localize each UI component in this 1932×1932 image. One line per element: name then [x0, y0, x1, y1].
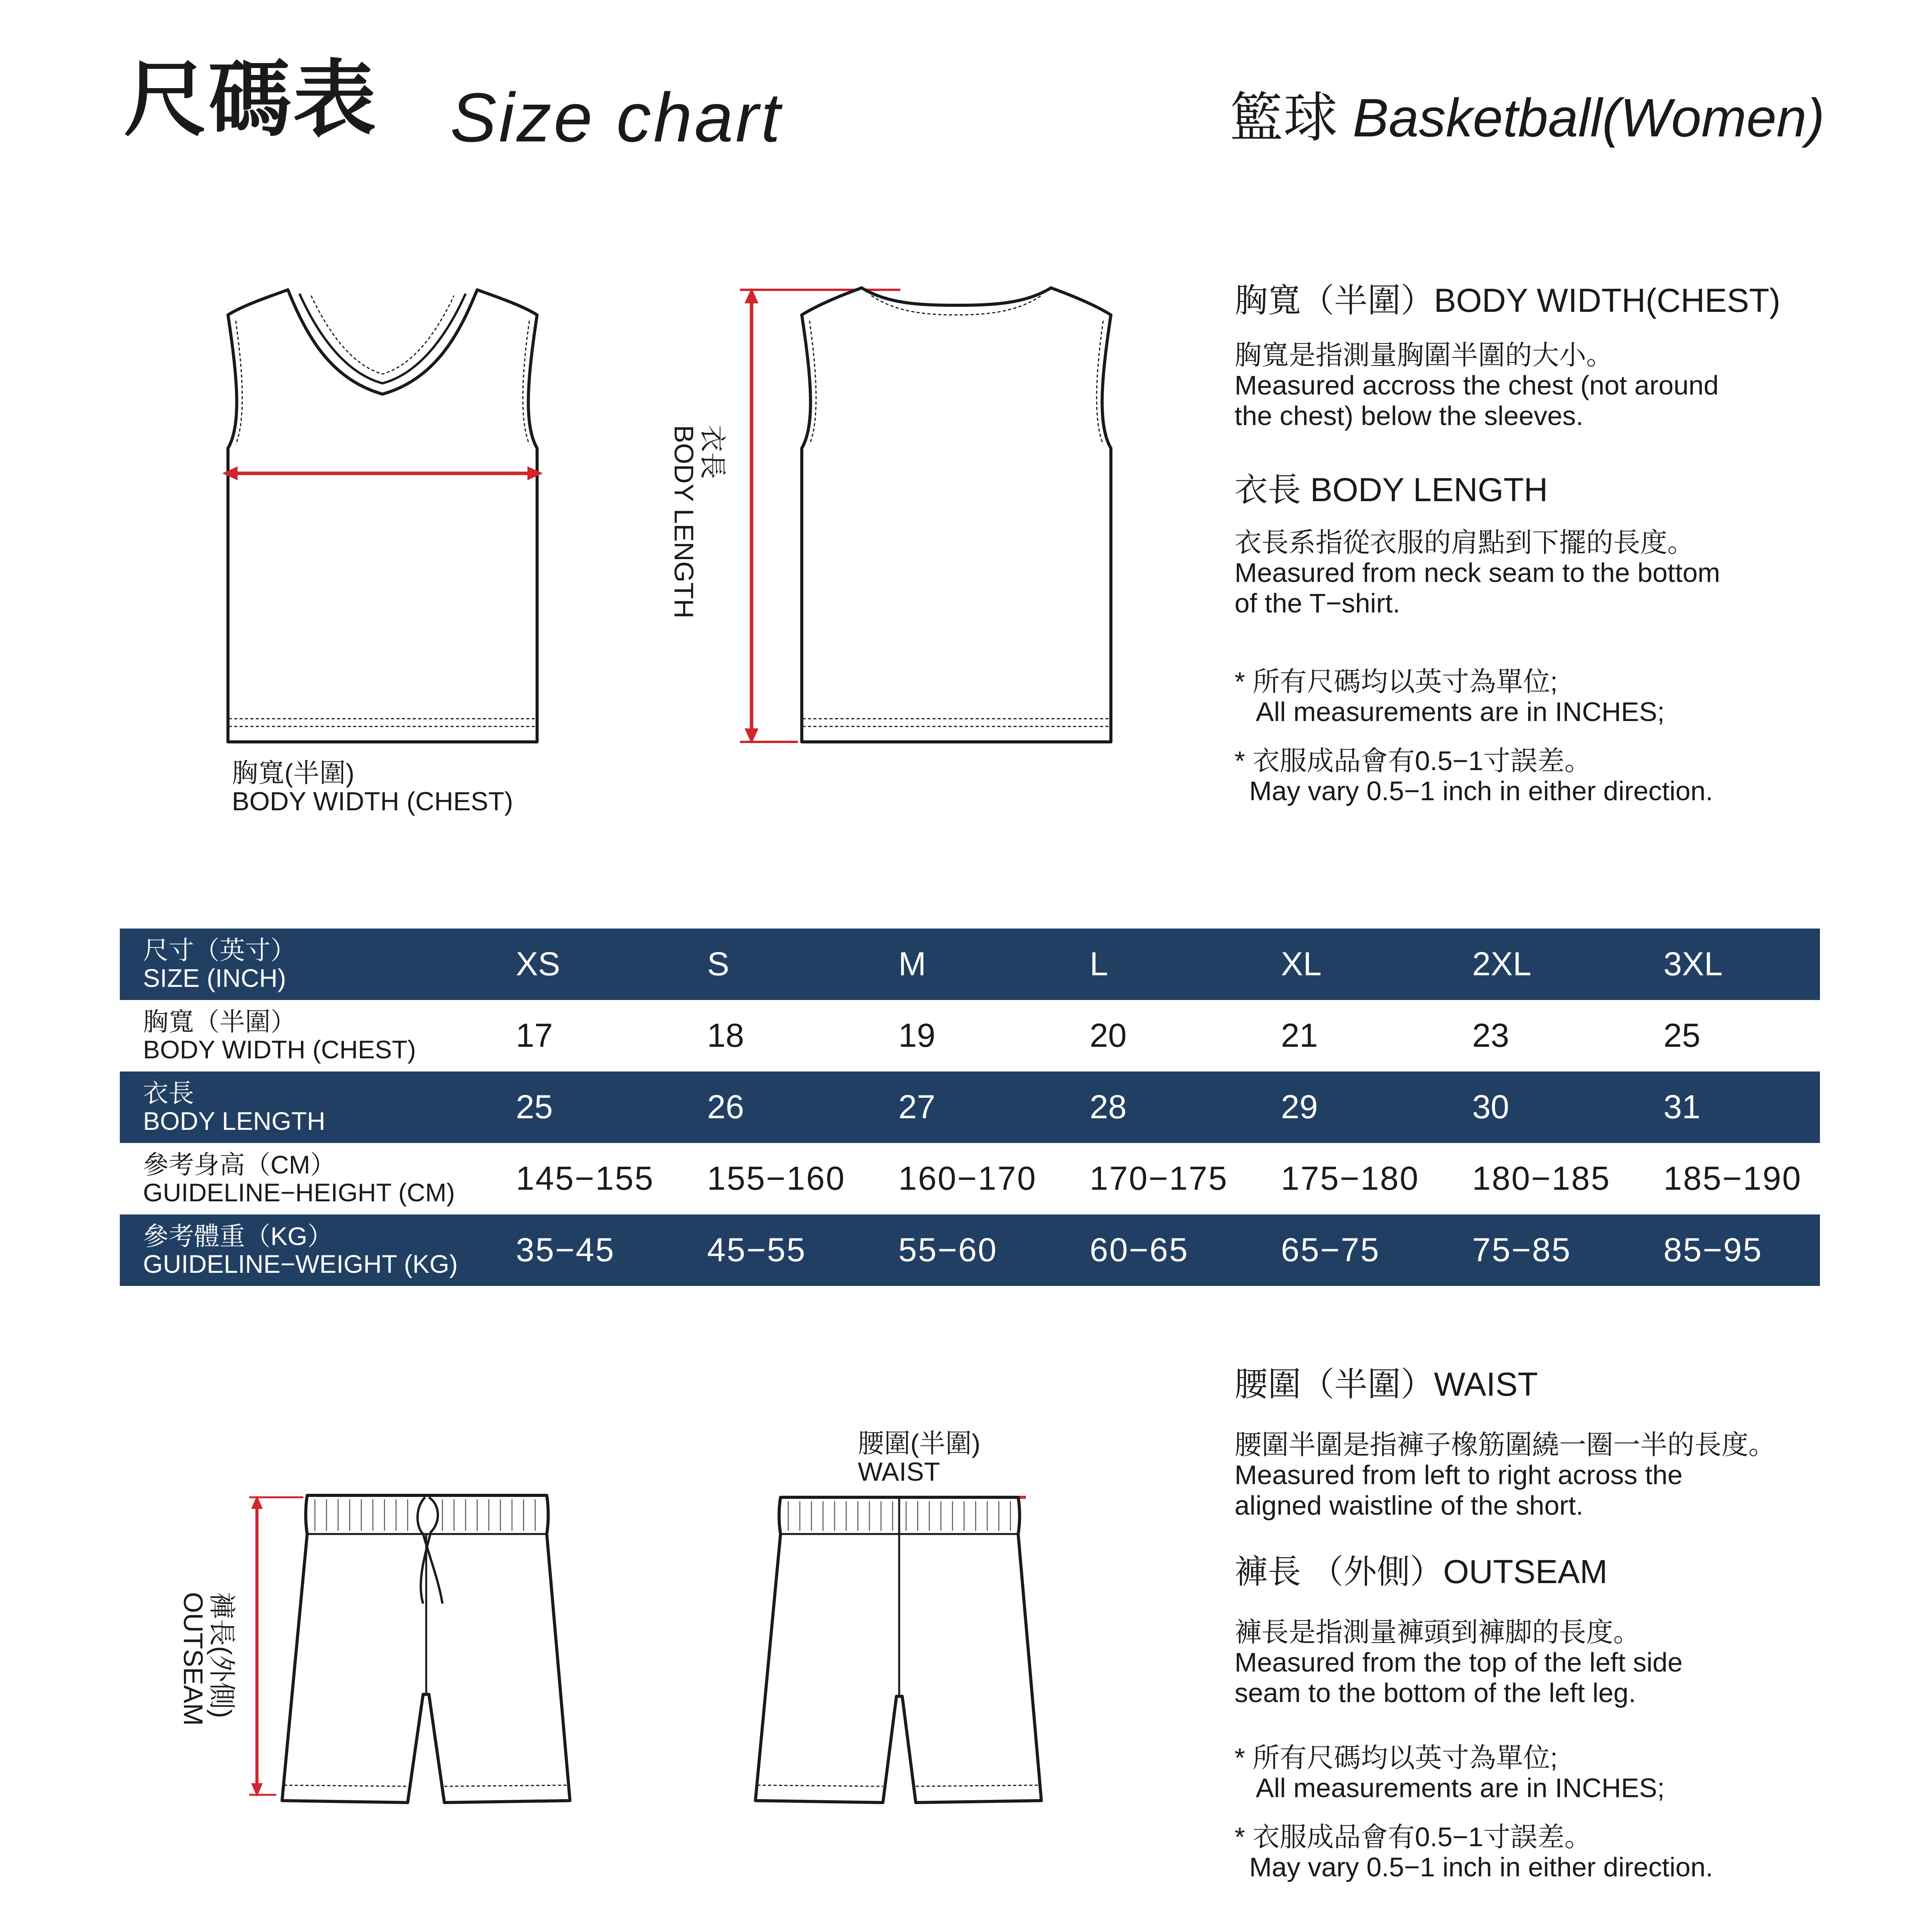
chest-section-title: 胸寬（半圍）BODY WIDTH(CHEST) [1235, 282, 1781, 319]
row-label-zh: 胸寬（半圍） [143, 1007, 296, 1036]
length-desc-zh: 衣長系指從衣服的肩點到下擺的長度。 [1235, 527, 1694, 558]
chest-measure-arrow [222, 462, 543, 485]
sport-title [1229, 87, 1825, 148]
row-label-zh: 衣長 [143, 1079, 194, 1108]
table-cell: 145−155 [516, 1160, 655, 1197]
length-description [1235, 527, 1720, 618]
page-title-en: Size chart [450, 79, 783, 156]
waist-section-title: 腰圍（半圍）WAIST [1235, 1366, 1538, 1403]
chest-label [232, 759, 513, 816]
size-xl: XL [1281, 946, 1322, 983]
units-note [1235, 667, 1665, 727]
sport-title-en: Basketball(Women) [1352, 87, 1825, 148]
table-cell: 170−175 [1090, 1160, 1228, 1197]
outseam-desc-en-1: Measured from the top of the left side [1235, 1647, 1683, 1678]
row-label-zh: 參考體重（KG） [143, 1222, 333, 1251]
table-cell: 28 [1090, 1088, 1127, 1126]
length-section-title: 衣長 BODY LENGTH [1235, 471, 1548, 509]
table-cell: 19 [898, 1017, 935, 1054]
row-label-en: GUIDELINE−HEIGHT (CM) [143, 1178, 455, 1207]
waist-desc-en-2: aligned waistline of the short. [1235, 1490, 1583, 1520]
table-cell: 55−60 [898, 1231, 998, 1269]
table-row-chest [120, 1000, 1820, 1071]
outseam-section-title: 褲長 （外側）OUTSEAM [1235, 1553, 1608, 1590]
table-row-height [120, 1143, 1820, 1214]
table-cell: 155−160 [707, 1160, 846, 1197]
size-m: M [898, 946, 926, 983]
size-s: S [707, 946, 730, 983]
size-xs: XS [516, 946, 560, 983]
body-length-label-en: BODY LENGTH [669, 425, 699, 619]
jersey-front-illustration [220, 278, 545, 757]
chest-desc-en-2: the chest) below the sleeves. [1235, 400, 1583, 431]
jersey-size-table [120, 929, 1820, 1286]
tolerance-note-en: May vary 0.5−1 inch in either direction. [1249, 776, 1713, 806]
length-desc-en-1: Measured from neck seam to the bottom [1235, 558, 1720, 588]
table-cell: 21 [1281, 1017, 1318, 1054]
outseam-label-en: OUTSEAM [178, 1592, 209, 1726]
table-cell: 65−75 [1281, 1231, 1380, 1269]
size-header-zh: 尺寸（英寸） [143, 936, 296, 965]
sport-title-zh: 籃球 [1229, 87, 1338, 148]
row-label [120, 1143, 516, 1214]
table-cell: 60−65 [1090, 1231, 1189, 1269]
body-length-label [670, 425, 726, 619]
waist-label [858, 1430, 980, 1486]
table-cell: 160−170 [898, 1160, 1037, 1197]
chest-label-zh: 胸寬(半圍) [232, 759, 355, 788]
table-cell: 175−180 [1281, 1160, 1420, 1197]
table-cell: 25 [516, 1088, 553, 1126]
table-cell: 75−85 [1472, 1231, 1571, 1269]
units-note-zh: * 所有尺碼均以英寸為單位; [1235, 667, 1558, 697]
table-cell: 35−45 [516, 1231, 615, 1269]
tolerance-note-en: May vary 0.5−1 inch in either direction. [1249, 1852, 1713, 1883]
chest-desc-en-1: Measured accross the chest (not around [1235, 370, 1719, 401]
row-label-zh: 參考身高（CM） [143, 1150, 336, 1179]
size-2xl: 2XL [1472, 946, 1532, 983]
table-cell: 26 [707, 1088, 744, 1126]
table-row-weight [120, 1214, 1820, 1286]
table-cell: 85−95 [1663, 1231, 1763, 1269]
outseam-description [1235, 1617, 1683, 1708]
units-note-en: All measurements are in INCHES; [1256, 1773, 1665, 1803]
tolerance-note [1235, 746, 1713, 806]
length-desc-en-2: of the T−shirt. [1235, 588, 1400, 618]
table-cell: 25 [1663, 1017, 1701, 1054]
waist-desc-en-1: Measured from left to right across the [1235, 1460, 1683, 1490]
units-note-2 [1235, 1743, 1665, 1803]
table-header-row [120, 929, 1820, 1000]
tolerance-note-2 [1235, 1822, 1713, 1883]
outseam-label [179, 1592, 236, 1726]
shorts-front-illustration [276, 1484, 585, 1804]
table-cell: 20 [1090, 1017, 1127, 1054]
tolerance-note-zh: * 衣服成品會有0.5−1寸誤差。 [1235, 746, 1592, 776]
table-cell: 180−185 [1472, 1160, 1611, 1197]
row-label [120, 1214, 516, 1286]
outseam-label-zh: 褲長(外側) [207, 1592, 237, 1718]
outseam-desc-en-2: seam to the bottom of the left leg. [1235, 1677, 1636, 1708]
table-cell: 31 [1663, 1088, 1701, 1126]
table-cell: 27 [898, 1088, 935, 1126]
row-label-en: BODY LENGTH [143, 1106, 325, 1135]
size-l: L [1090, 946, 1108, 983]
table-row-body-length [120, 1071, 1820, 1143]
table-cell: 185−190 [1663, 1160, 1802, 1197]
page-title-zh: 尺碼表 [124, 51, 378, 148]
shorts-back-illustration [748, 1488, 1057, 1804]
body-length-label-zh: 衣長 [697, 425, 728, 479]
table-cell: 30 [1472, 1088, 1509, 1126]
tolerance-note-zh: * 衣服成品會有0.5−1寸誤差。 [1235, 1822, 1592, 1852]
table-cell: 45−55 [707, 1231, 806, 1269]
table-cell: 17 [516, 1017, 553, 1054]
table-cell: 29 [1281, 1088, 1318, 1126]
row-label [120, 1071, 516, 1143]
outseam-desc-zh: 褲長是指測量褲頭到褲脚的長度。 [1235, 1617, 1640, 1647]
units-note-en: All measurements are in INCHES; [1256, 697, 1665, 727]
row-label [120, 1000, 516, 1071]
chest-desc-zh: 胸寬是指測量胸圍半圍的大小。 [1235, 340, 1613, 370]
waist-desc-zh: 腰圍半圍是指褲子橡筋圍繞一圈一半的長度。 [1235, 1430, 1776, 1460]
table-cell: 23 [1472, 1017, 1509, 1054]
waist-label-en: WAIST [858, 1457, 940, 1487]
waist-description [1235, 1430, 1776, 1520]
chest-label-en: BODY WIDTH (CHEST) [232, 787, 513, 816]
table-cell: 18 [707, 1017, 744, 1054]
jersey-back-illustration [794, 282, 1119, 757]
size-header-cell [120, 929, 516, 1000]
size-header-en: SIZE (INCH) [143, 963, 286, 992]
size-3xl: 3XL [1663, 946, 1723, 983]
chest-description [1235, 340, 1719, 431]
row-label-en: GUIDELINE−WEIGHT (KG) [143, 1249, 458, 1278]
waist-label-zh: 腰圍(半圍) [858, 1429, 981, 1458]
units-note-zh: * 所有尺碼均以英寸為單位; [1235, 1743, 1558, 1773]
row-label-en: BODY WIDTH (CHEST) [143, 1035, 416, 1064]
